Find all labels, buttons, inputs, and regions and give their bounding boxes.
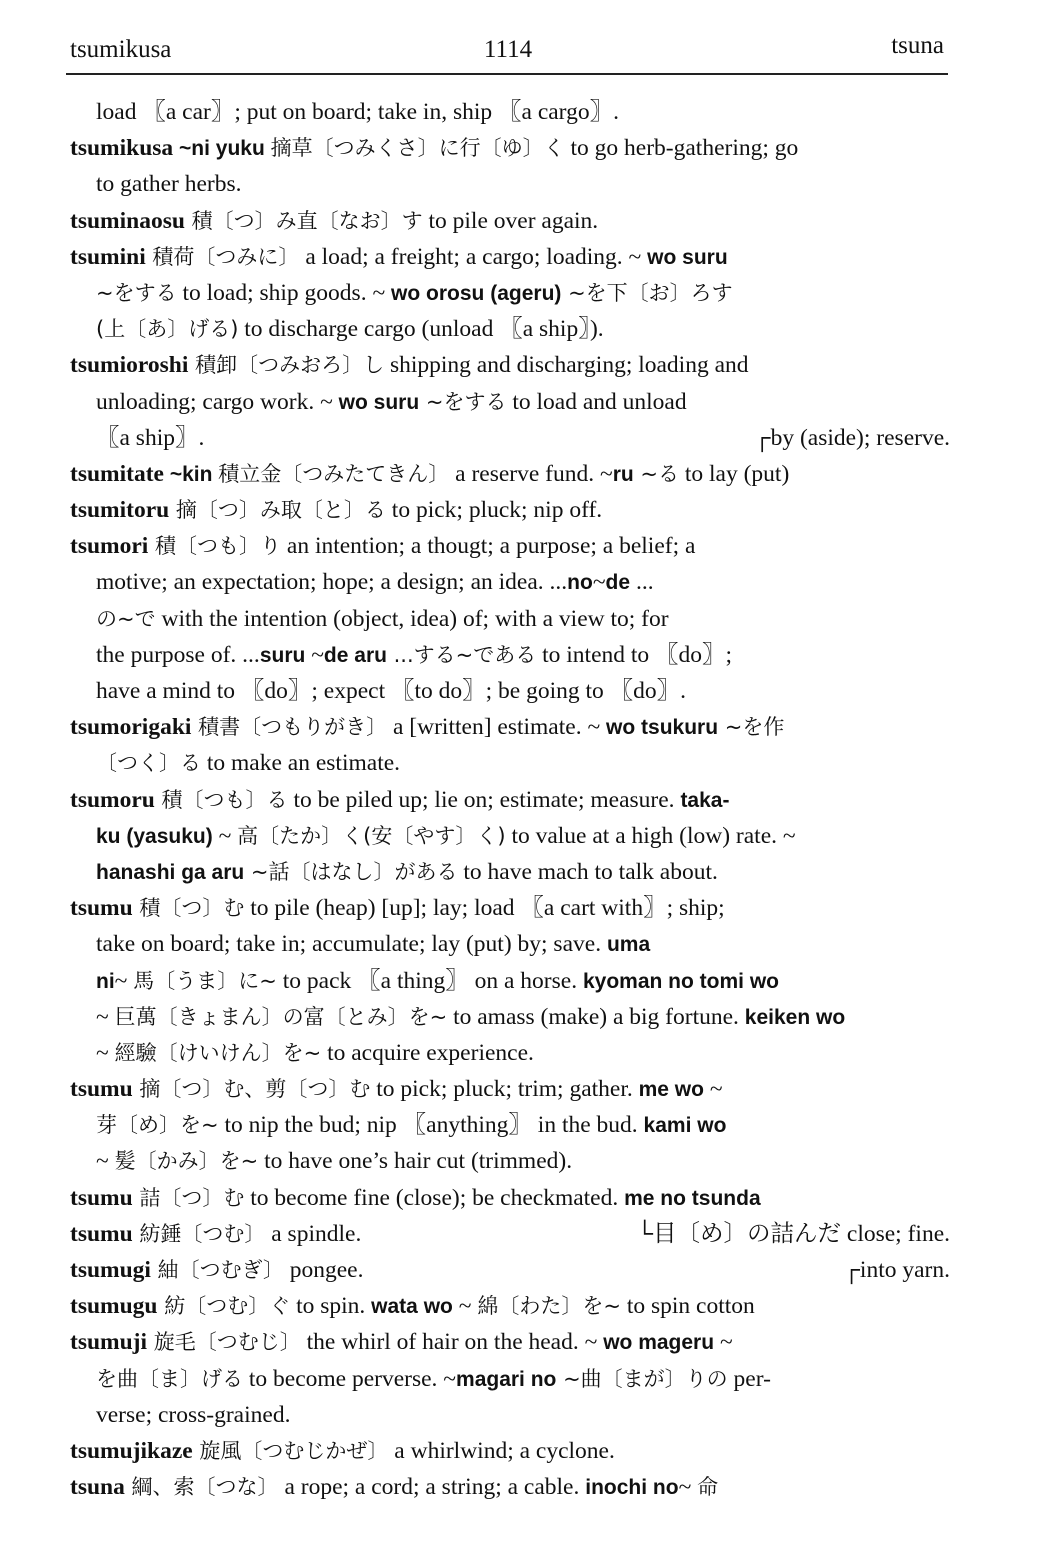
romaji-phrase: wo mageru [603,1331,715,1355]
definition-text: to be piled up; lie on; estimate; measure. [287,786,681,813]
japanese-text: の~で [96,606,156,631]
definition-text: to pick; pluck; trim; gather. [370,1076,639,1103]
definition-text: a load; a freight; a cargo; loading. ~ [299,243,648,270]
romaji-phrase: kyoman no tomi wo [582,969,779,993]
entry-continuation-line [70,311,956,347]
entry-continuation-line [70,564,956,600]
definition-text: to pile over again. [422,207,599,234]
romaji-phrase: ~ni yuku [173,137,271,161]
headword: tsumugu [70,1293,158,1320]
definition-text: a whirlwind; a cyclone. [388,1437,615,1464]
romaji-phrase: de aru [323,643,387,667]
definition-text: an intention; a thougt; a purpose; a belief; a [281,533,696,560]
japanese-text: 紬〔つむぎ〕 [150,1258,284,1282]
definition-text: to load; ship goods. ~ [176,279,392,306]
definition-text: to become fine (close); be checkmated. [244,1184,625,1211]
entry-line [70,203,956,239]
entry-continuation-line [70,745,956,781]
japanese-text: 積荷〔つみに〕 [145,244,300,269]
headword: tsumikusa [70,135,174,162]
romaji-phrase: wo tsukuru [606,716,719,740]
romaji-phrase: wo suru [338,390,420,414]
japanese-text: 積〔つも〕り [148,534,282,559]
entry-line [70,1216,956,1252]
romaji-phrase: ru [612,462,634,486]
headword: tsumioroshi [70,352,189,379]
definition-text: a [written] estimate. ~ [387,714,607,741]
definition-text: ... [630,569,654,596]
entry-line [70,347,956,383]
definition-text: take on board; take in; accumulate; lay (put) by; save. [96,931,607,958]
japanese-text: 經驗〔けいけん〕を~ [114,1040,322,1065]
japanese-text: ~を作 [718,715,785,740]
romaji-phrase: wata wo [371,1295,453,1319]
definition-text: with the intention (object, idea) of; with a view to; for [155,605,669,632]
entry-line [70,1324,956,1360]
entry-line [70,1469,956,1505]
japanese-text: 紡錘〔つむ〕 [132,1221,266,1246]
entry-continuation-line [70,1035,956,1071]
entry-continuation-line [70,1143,956,1179]
romaji-phrase: hanashi ga aru [96,860,245,884]
header-last-entry: tsuna [891,32,944,59]
romaji-phrase: ku (yasuku) [96,824,213,848]
entry-continuation-line [70,818,956,854]
japanese-text: 馬〔うま〕に~ [133,968,277,993]
page-number: 1114 [483,36,533,63]
headword: tsumu [70,895,133,922]
definition-text: pongee. [283,1257,364,1283]
definition-text: have a mind to 〖do〗; expect 〖to do〗; be going to 〖do〗. [96,678,687,704]
definition-text: ~ [592,569,606,596]
romaji-phrase: me wo [638,1078,704,1102]
entry-continuation-line [70,999,956,1035]
headword: tsumu [70,1220,133,1247]
romaji-phrase: magari no [456,1367,557,1391]
entry-continuation-line [70,854,956,890]
japanese-text: 綱、索〔つな〕 [124,1475,279,1500]
dictionary-entries [70,94,956,1505]
definition-text: to load and unload [506,388,687,415]
japanese-text: 巨萬〔きょまん〕の富〔とみ〕を~ [114,1004,448,1029]
margin-overflow-note: ┌by (aside); reserve. [753,424,950,451]
margin-overflow-note: └目〔め〕の詰んだ close; fine. [636,1220,950,1247]
definition-text: ~ [452,1293,478,1320]
entry-line [70,239,956,275]
definition-text: to pick; pluck; nip off. [385,497,603,524]
definition-text: to intend to 〖do〗; [536,641,733,668]
romaji-phrase: taka- [680,788,730,812]
entry-line [70,709,956,745]
headword: tsumitoru [70,497,170,524]
japanese-text: 芽〔め〕を~ [96,1113,219,1138]
entry-line [70,1071,956,1107]
margin-overflow-note: ┌into yarn. [843,1257,950,1283]
headword: tsumoru [70,786,155,813]
entry-line [70,1433,956,1469]
japanese-text: 積書〔つもりがき〕 [191,715,388,740]
japanese-text: ...する~である [386,642,537,667]
japanese-text: 旋風〔つむじかぜ〕 [192,1438,389,1463]
definition-text: shipping and discharging; loading and [384,352,749,379]
definition-text: motive; an expectation; hope; a design; an idea. ... [96,569,568,596]
headword: tsumu [70,1184,133,1211]
definition-text: to discharge cargo (unload 〖a ship〗). [238,316,604,343]
entry-line [70,528,956,564]
japanese-text: を曲〔ま〕げる [96,1366,243,1391]
headword: tsumujikaze [70,1437,193,1464]
definition-text: to become perverse. ~ [243,1365,457,1392]
definition-text: per- [727,1365,771,1392]
definition-text: to spin. [290,1293,372,1320]
japanese-text: ~曲〔まが〕りの [556,1366,728,1391]
definition-text: verse; cross-grained. [96,1401,291,1428]
romaji-phrase: kami wo [643,1114,727,1138]
romaji-phrase: inochi no [585,1476,679,1500]
japanese-text: 摘〔つ〕み取〔と〕る [169,498,386,523]
romaji-phrase: wo suru [647,245,728,269]
entry-line [70,456,956,492]
definition-text: to gather herbs. [96,171,242,198]
headword: tsumuji [70,1329,148,1356]
definition-text: to make an estimate. [201,750,401,777]
japanese-text: 摘草〔つみくさ〕に行〔ゆ〕く [270,136,565,161]
entry-line [70,890,956,926]
japanese-text: 積卸〔つみおろ〕し [188,353,385,378]
definition-text: to have one’s hair cut (trimmed). [258,1148,573,1175]
japanese-text: 紡〔つむ〕ぐ [157,1294,291,1319]
entry-line [70,492,956,528]
definition-text: to pack 〖a thing〗 on a horse. [276,967,583,994]
entry-line [70,1252,956,1288]
headword: tsumorigaki [70,714,192,741]
romaji-phrase: ni [96,969,115,993]
japanese-text: 摘〔つ〕む、剪〔つ〕む [132,1077,371,1102]
definition-text: 〖a ship〗. [96,424,205,451]
definition-text: unloading; cargo work. ~ [96,388,339,415]
header-rule [66,73,948,75]
entry-line [70,1180,956,1216]
japanese-text: ~話〔はなし〕がある [244,859,458,884]
definition-text: the purpose of. ... [96,641,260,668]
headword: tsuminaosu [70,207,185,234]
japanese-text: 積〔つも〕る [154,787,288,812]
romaji-phrase: wo orosu (ageru) [391,281,562,305]
definition-text: ~ [678,1474,698,1501]
definition-text: to lay (put) [678,460,790,487]
japanese-text: ~る [633,461,679,486]
definition-text: to go herb-gathering; go [564,135,799,162]
romaji-phrase: keiken wo [744,1005,846,1029]
headword: tsumini [70,243,146,270]
entry-continuation-line [70,166,956,202]
japanese-text: 命 [697,1475,719,1500]
entry-continuation-line [70,673,956,709]
entry-continuation-line [70,926,956,962]
headword: tsuna [70,1474,125,1501]
japanese-text: 綿〔わた〕を~ [477,1294,621,1319]
definition-text: to acquire experience. [321,1039,534,1066]
entry-line [70,130,956,166]
japanese-text: 〔つく〕る [96,751,201,776]
page-header [68,32,948,76]
japanese-text: 詰〔つ〕む [132,1185,245,1210]
definition-text: ~ [96,1039,115,1066]
entry-continuation-line [70,94,956,130]
japanese-text: 髪〔かみ〕を~ [114,1149,259,1174]
definition-text: a reserve fund. ~ [449,460,613,487]
entry-line [70,1288,956,1324]
definition-text: the whirl of hair on the head. ~ [300,1329,604,1356]
headword: tsumitate [70,460,164,487]
japanese-text: 旋毛〔つむじ〕 [147,1330,301,1355]
definition-text: to nip the bud; nip 〖anything〗 in the bud. [218,1112,644,1139]
entry-continuation-line [70,1361,956,1397]
romaji-phrase: ~kin [163,462,219,486]
definition-text: a rope; a cord; a string; a cable. [278,1474,586,1501]
definition-text: ~ [114,967,134,994]
header-first-entry: tsumikusa [70,36,172,63]
definition-text: a spindle. [265,1220,362,1247]
definition-text: to have mach to talk about. [457,858,718,885]
romaji-phrase: me no tsunda [624,1186,761,1210]
headword: tsumu [70,1076,133,1103]
definition-text: ~ [96,1003,115,1030]
japanese-text: ~を下〔お〕ろす [561,280,733,305]
entry-line [70,782,956,818]
japanese-text: ~をする [96,280,177,305]
definition-text: ~ [703,1076,723,1103]
japanese-text: 高〔たか〕く(安〔やす〕く) [237,823,506,848]
definition-text: ~ [714,1329,733,1356]
definition-text: ~ [305,641,324,668]
definition-text: to pile (heap) [up]; lay; load 〖a cart with〗; ship; [244,895,725,922]
entry-continuation-line [70,601,956,637]
definition-text: to value at a high (low) rate. ~ [505,822,796,849]
romaji-phrase: uma [606,933,651,957]
romaji-phrase: suru [259,643,306,667]
definition-text: ~ [212,822,238,849]
entry-continuation-line [70,420,956,456]
definition-text: to amass (make) a big fortune. [447,1003,745,1030]
definition-text: ~ [96,1148,115,1175]
romaji-phrase: no [567,571,593,595]
japanese-text: ~をする [419,389,507,414]
definition-text: to spin cotton [620,1293,755,1320]
japanese-text: (上〔あ〕げる) [96,317,239,342]
japanese-text: 積立金〔つみたてきん〕 [218,461,450,486]
definition-text: load 〖a car〗; put on board; take in, ship 〖a cargo〗. [96,99,619,125]
headword: tsumori [70,533,149,560]
entry-continuation-line [70,384,956,420]
entry-continuation-line [70,1397,956,1433]
entry-continuation-line [70,275,956,311]
headword: tsumugi [70,1257,151,1283]
japanese-text: 積〔つ〕み直〔なお〕す [184,208,423,233]
japanese-text: 積〔つ〕む [132,896,245,921]
romaji-phrase: de [605,571,631,595]
entry-continuation-line [70,637,956,673]
entry-continuation-line [70,963,956,999]
entry-continuation-line [70,1107,956,1143]
